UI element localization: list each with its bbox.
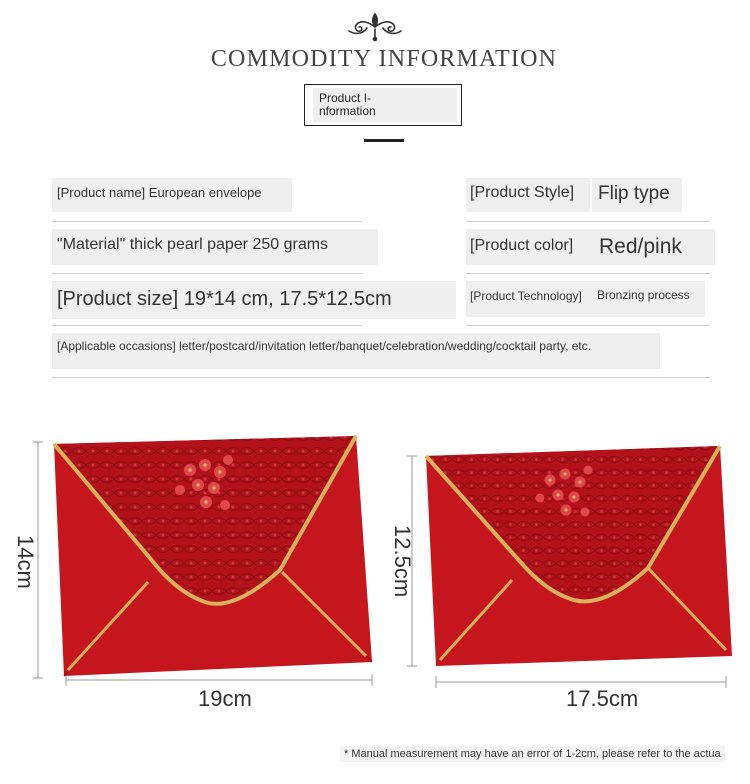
spec-occasions: [Applicable occasions] letter/postcard/invitation letter/banquet/celebration/wedding/cocktail party, etc. [52, 333, 660, 369]
title-underline [364, 139, 404, 142]
divider [466, 325, 710, 326]
spec-product-size: [Product size] 19*14 cm, 17.5*12.5cm [52, 281, 456, 319]
divider [52, 325, 362, 326]
divider [52, 377, 710, 378]
spec-product-name: [Product name] European envelope [52, 178, 292, 212]
spec-style-label: [Product Style] [466, 178, 590, 212]
measurement-note: * Manual measurement may have an error of 1-2cm, please refer to the actua [340, 746, 725, 762]
large-height-label: 14cm [13, 535, 38, 589]
subtitle-line-1: Product I- [319, 91, 372, 105]
divider [466, 221, 710, 222]
small-width-label: 17.5cm [566, 686, 639, 711]
spec-tech-value: Bronzing process [593, 281, 705, 317]
spec-material: "Material" thick pearl paper 250 grams [52, 229, 378, 265]
page-title: COMMODITY INFORMATION [210, 46, 558, 72]
large-envelope-figure [30, 430, 380, 700]
spec-color-label: [Product color] [466, 229, 596, 265]
spec-style-value: Flip type [592, 178, 682, 212]
subtitle-line-2: nformation [319, 104, 376, 118]
subtitle-text [313, 88, 457, 122]
ornament-icon [345, 10, 405, 42]
divider [52, 221, 362, 222]
small-height-label: 12.5cm [390, 525, 415, 598]
small-envelope-figure [400, 440, 750, 700]
subtitle-box [304, 84, 462, 126]
spec-color-value: Red/pink [593, 229, 715, 265]
divider [466, 273, 710, 274]
spec-tech-label: [Product Technology] [466, 281, 596, 317]
divider [52, 273, 362, 274]
large-width-label: 19cm [198, 686, 252, 711]
